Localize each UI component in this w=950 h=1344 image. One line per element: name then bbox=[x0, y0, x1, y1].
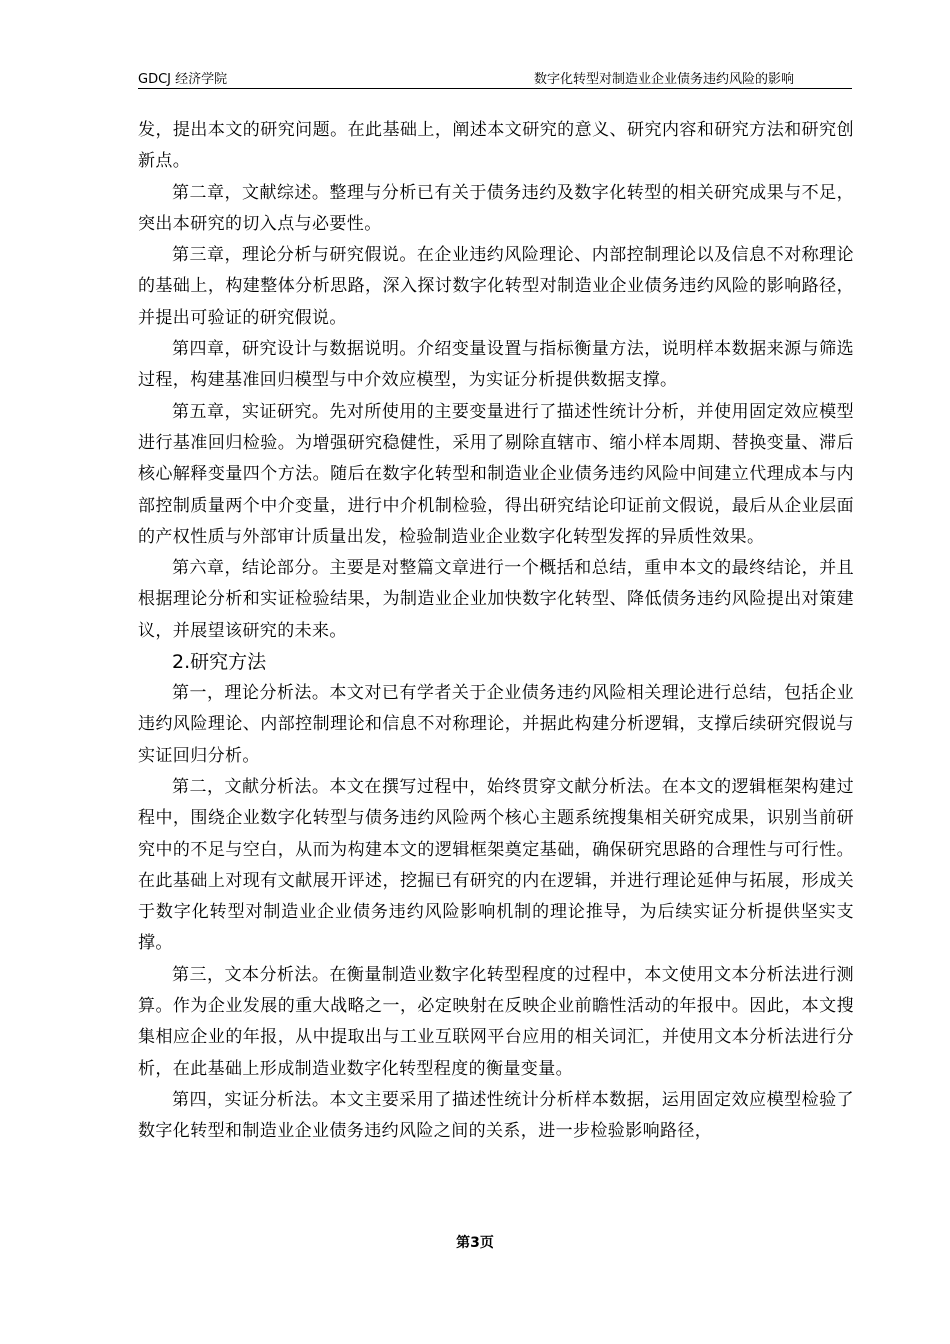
paragraph-method-2: 第二，文献分析法。本文在撰写过程中，始终贯穿文献分析法。在本文的逻辑框架构建过程中，围绕企业数字化转型与债务违约风险两个核心主题系统搜集相关研究成果，识别当前研究中的不足与空白，从而为构建本文的逻辑框架奠定基础，确保研究思路的合理性与可行性。在此基础上对现有文献展开评述，挖掘已有研究的内在逻辑，并进行理论延伸与拓展，形成关于数字化转型对制造业企业债务违约风险影响机制的理论推导，为后续实证分析提供坚实支撑。 bbox=[138, 776, 854, 954]
section-heading: 2.研究方法 bbox=[172, 651, 267, 674]
header-institution: GDCJ 经济学院 bbox=[138, 72, 228, 87]
paragraph-chapter-5: 第五章，实证研究。先对所使用的主要变量进行了描述性统计分析，并使用固定效应模型进行基准回归检验。为增强研究稳健性，采用了剔除直辖市、缩小样本周期、替换变量、滞后核心解释变量四个方法。随后在数字化转型和制造业企业债务违约风险中间建立代理成本与内部控制质量两个中介变量，进行中介机制检验，得出研究结论印证前文假说，最后从企业层面的产权性质与外部审计质量出发，检验制造业企业数字化转型发挥的异质性效果。 bbox=[138, 401, 854, 547]
page-body bbox=[138, 115, 854, 1148]
page-header bbox=[138, 66, 852, 89]
paragraph-chapter-3: 第三章，理论分析与研究假说。在企业违约风险理论、内部控制理论以及信息不对称理论的基础上，构建整体分析思路，深入探讨数字化转型对制造业企业债务违约风险的影响路径，并提出可验证的研究假说。 bbox=[138, 245, 854, 328]
paragraph-method-1: 第一，理论分析法。本文对已有学者关于企业债务违约风险相关理论进行总结，包括企业违约风险理论、内部控制理论和信息不对称理论，并据此构建分析逻辑，支撑后续研究假说与实证回归分析。 bbox=[138, 683, 854, 766]
paragraph-chapter-4: 第四章，研究设计与数据说明。介绍变量设置与指标衡量方法，说明样本数据来源与筛选过程，构建基准回归模型与中介效应模型，为实证分析提供数据支撑。 bbox=[138, 339, 854, 391]
page-number: 第3页 bbox=[456, 1235, 494, 1251]
paragraph-continuation: 发，提出本文的研究问题。在此基础上，阐述本文研究的意义、研究内容和研究方法和研究创新点。 bbox=[138, 120, 854, 172]
paragraph-chapter-6: 第六章，结论部分。主要是对整篇文章进行一个概括和总结，重申本文的最终结论，并且根据理论分析和实证检验结果，为制造业企业加快数字化转型、降低债务违约风险提出对策建议，并展望该研究的未来。 bbox=[138, 558, 854, 641]
paragraph-method-3: 第三，文本分析法。在衡量制造业数字化转型程度的过程中，本文使用文本分析法进行测算。作为企业发展的重大战略之一，必定映射在反映企业前瞻性活动的年报中。因此，本文搜集相应企业的年报，从中提取出与工业互联网平台应用的相关词汇，并使用文本分析法进行分析，在此基础上形成制造业数字化转型程度的衡量变量。 bbox=[138, 964, 854, 1079]
header-title: 数字化转型对制造业企业债务违约风险的影响 bbox=[533, 72, 794, 87]
paragraph-method-4: 第四，实证分析法。本文主要采用了描述性统计分析样本数据，运用固定效应模型检验了数字化转型和制造业企业债务违约风险之间的关系，进一步检验影响路径， bbox=[138, 1089, 854, 1142]
paragraph-chapter-2: 第二章，文献综述。整理与分析已有关于债务违约及数字化转型的相关研究成果与不足，突出本研究的切入点与必要性。 bbox=[138, 182, 854, 234]
